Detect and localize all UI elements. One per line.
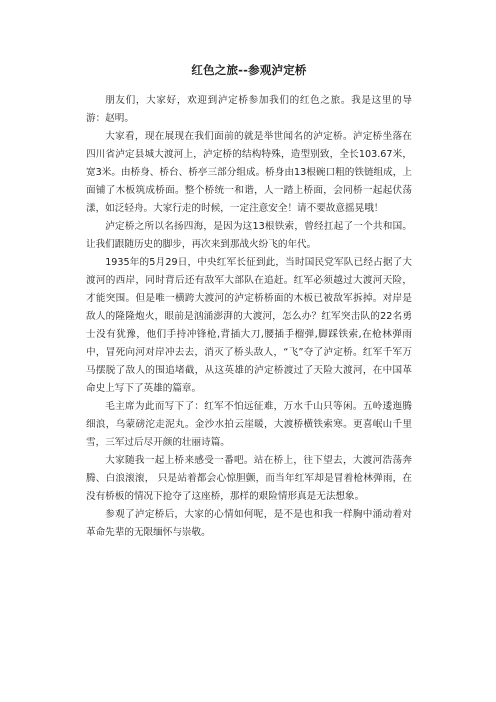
paragraph-5: 毛主席为此而写下了：红军不怕远征难，万水千山只等闲。五岭逶迤腾细浪，乌蒙磅沱走泥丸。金沙水拍云崖暖，大渡桥横铁索寒。更喜岷山千里雪，三军过后尽开颜的壮丽诗篇。	[86, 401, 412, 448]
paragraph-4: 1935年的5月29日，中央红军长征到此，当时国民党军队已经占据了大渡河的西岸，同时背后还有敌军大部队在追赶。红军必须越过大渡河天险，才能突围。但是唯一横跨大渡河的泸定桥桥面的木板已被敌军拆掉。对岸是敌人的隆隆炮火，眼前是汹涌澎湃的大渡河，怎么办？红军突击队的22名勇士没有犹豫，他们手持冲锋枪,背插大刀,腰插手榴弹,脚踩铁索,在枪林弹雨中，冒死向河对岸冲去去，消灭了桥头敌人，“飞”夺了泸定桥。红军千军万马摆脱了敌人的围追堵截，从这英雄的泸定桥渡过了天险大渡河，在中国革命史上写下了英雄的篇章。	[86, 257, 412, 394]
paragraph-1: 朋友们，大家好，欢迎到泸定桥参加我们的红色之旅。我是这里的导游：赵明。	[86, 95, 412, 124]
paragraph-3: 泸定桥之所以名扬四海，是因为这13根铁索，曾经扛起了一个共和国。让我们跟随历史的脚步，再次来到那战火纷飞的年代。	[86, 221, 412, 250]
document-page	[86, 62, 412, 542]
paragraph-2: 大家看，现在展现在我们面前的就是举世闻名的泸定桥。泸定桥坐落在四川省泸定县城大渡河上，泸定桥的结构特殊，造型别致，全长103.67米，宽3米。由桥身、桥台、桥亭三部分组成。桥身由13根碗口粗的铁链组成，上面铺了木板筑成桥面。整个桥统一和谐，人一踏上桥面，会同桥一起起伏荡漾，如泛轻舟。大家行走的时候，一定注意安全！请不要故意摇晃哦！	[86, 131, 412, 214]
paragraph-6: 大家随我一起上桥来感受一番吧。站在桥上，往下望去，大渡河浩荡奔腾、白浪滚滚， 只是站着都会心惊胆颤，而当年红军却是冒着枪林弹雨，在没有桥板的情况下抢夺了这座桥，那样的艰险情形真是无法想象。	[86, 455, 412, 502]
paragraph-7: 参观了泸定桥后，大家的心情如何呢，是不是也和我一样胸中涌动着对革命先辈的无限缅怀与崇敬。	[86, 509, 412, 538]
document-title: 红色之旅--参观泸定桥	[191, 63, 307, 77]
